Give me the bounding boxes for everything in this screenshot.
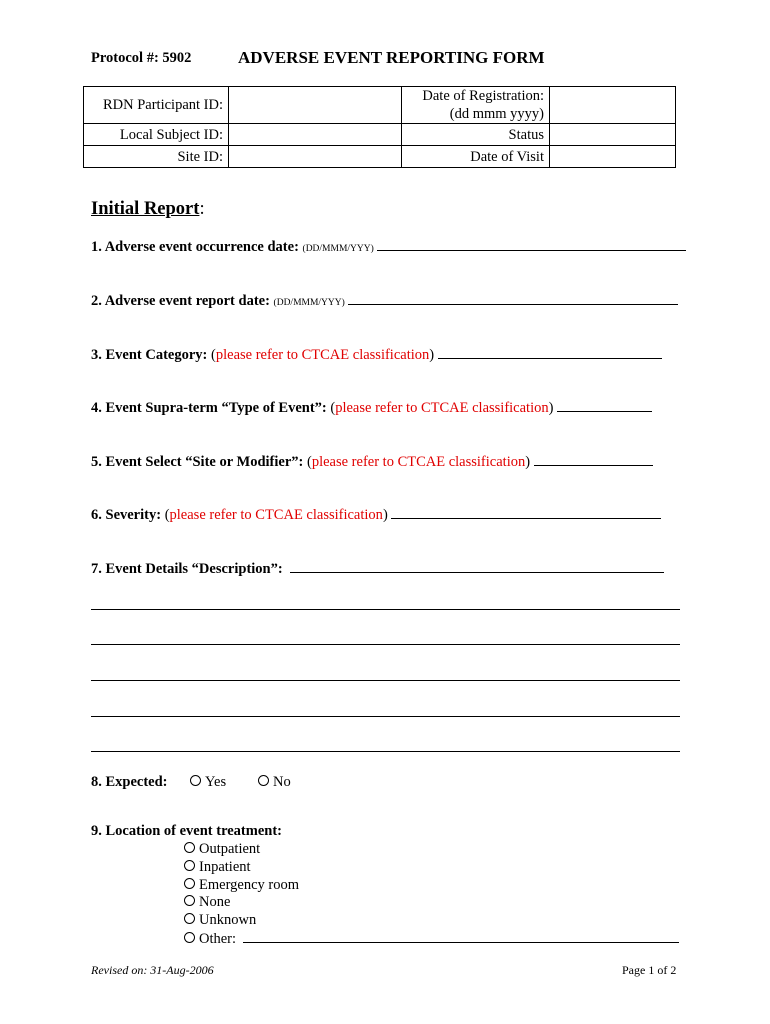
description-line[interactable] bbox=[91, 751, 680, 752]
treatment-option-outpatient[interactable] bbox=[184, 841, 260, 858]
q3-ctcae-note: please refer to CTCAE classification bbox=[215, 347, 430, 363]
rdn-participant-id-field[interactable] bbox=[229, 87, 402, 124]
q3-answer-line[interactable] bbox=[438, 346, 662, 359]
q6-ctcae-note: please refer to CTCAE classification bbox=[169, 507, 383, 523]
participant-info-table bbox=[83, 86, 676, 168]
q1-format: (DD/MMM/YYY) bbox=[302, 244, 374, 254]
form-title: ADVERSE EVENT REPORTING FORM bbox=[238, 48, 545, 67]
question-6: 6. Severity: (please refer to CTCAE classification) bbox=[91, 506, 661, 524]
question-5: 5. Event Select “Site or Modifier”: (please refer to CTCAE classification) bbox=[91, 453, 653, 471]
radio-circle-icon[interactable] bbox=[258, 775, 269, 786]
description-line[interactable] bbox=[91, 644, 680, 645]
radio-circle-icon[interactable] bbox=[184, 842, 195, 853]
radio-circle-icon[interactable] bbox=[184, 932, 195, 943]
date-of-registration-field[interactable] bbox=[550, 87, 676, 124]
radio-circle-icon[interactable] bbox=[190, 775, 201, 786]
site-id-field[interactable] bbox=[229, 146, 402, 168]
q4-ctcae-note: please refer to CTCAE classification bbox=[335, 400, 549, 416]
q6-answer-line[interactable] bbox=[391, 506, 661, 519]
section-title bbox=[91, 199, 205, 220]
q2-answer-line[interactable] bbox=[348, 292, 678, 305]
treatment-option-inpatient[interactable] bbox=[184, 859, 251, 876]
q4-label: 4. Event Supra-term “Type of Event”: bbox=[91, 400, 327, 416]
section-title-text: Initial Report bbox=[91, 199, 200, 219]
other-answer-line[interactable] bbox=[243, 930, 679, 943]
q7-answer-line[interactable] bbox=[290, 560, 664, 573]
description-line[interactable] bbox=[91, 680, 680, 681]
option-label: Outpatient bbox=[199, 841, 261, 857]
q6-label: 6. Severity: bbox=[91, 507, 162, 523]
question-9 bbox=[91, 823, 282, 840]
q1-label: 1. Adverse event occurrence date: bbox=[91, 239, 299, 255]
q1-answer-line[interactable] bbox=[377, 238, 686, 251]
date-of-registration-label bbox=[402, 87, 550, 124]
local-subject-id-field[interactable] bbox=[229, 124, 402, 146]
q2-format: (DD/MMM/YYY) bbox=[273, 298, 345, 308]
description-line[interactable] bbox=[91, 716, 680, 717]
question-8 bbox=[91, 774, 168, 791]
revised-date: Revised on: 31-Aug-2006 bbox=[91, 963, 214, 977]
option-label: Unknown bbox=[199, 912, 257, 928]
date-of-registration-format: (dd mmm yyyy) bbox=[449, 106, 544, 122]
radio-circle-icon[interactable] bbox=[184, 860, 195, 871]
q3-label: 3. Event Category: bbox=[91, 347, 208, 363]
q7-label: 7. Event Details “Description”: bbox=[91, 561, 283, 577]
date-of-visit-label: Date of Visit bbox=[402, 146, 550, 168]
q5-label: 5. Event Select “Site or Modifier”: bbox=[91, 454, 304, 470]
question-4: 4. Event Supra-term “Type of Event”: (please refer to CTCAE classification) bbox=[91, 399, 652, 417]
expected-yes-label: Yes bbox=[205, 774, 227, 790]
treatment-option-other[interactable] bbox=[184, 930, 679, 948]
q5-answer-line[interactable] bbox=[534, 453, 653, 466]
treatment-option-unknown[interactable] bbox=[184, 912, 256, 929]
radio-circle-icon[interactable] bbox=[184, 878, 195, 889]
q4-answer-line[interactable] bbox=[557, 399, 652, 412]
option-label: Inpatient bbox=[199, 859, 251, 875]
expected-no-option[interactable] bbox=[258, 774, 291, 791]
option-label: Other: bbox=[199, 931, 237, 947]
protocol-number: Protocol #: 5902 bbox=[91, 50, 192, 66]
date-of-visit-field[interactable] bbox=[550, 146, 676, 168]
expected-yes-option[interactable] bbox=[190, 774, 226, 791]
q5-ctcae-note: please refer to CTCAE classification bbox=[311, 454, 526, 470]
rdn-participant-id-label: RDN Participant ID: bbox=[84, 87, 229, 124]
q2-label: 2. Adverse event report date: bbox=[91, 293, 270, 309]
question-2 bbox=[91, 292, 678, 310]
local-subject-id-label: Local Subject ID: bbox=[84, 124, 229, 146]
question-1 bbox=[91, 238, 686, 256]
description-line[interactable] bbox=[91, 609, 680, 610]
site-id-label: Site ID: bbox=[84, 146, 229, 168]
expected-no-label: No bbox=[273, 774, 291, 790]
section-title-colon: : bbox=[199, 199, 205, 219]
q9-label: 9. Location of event treatment: bbox=[91, 823, 282, 839]
question-3: 3. Event Category: (please refer to CTCAE classification) bbox=[91, 346, 662, 364]
q8-label: 8. Expected: bbox=[91, 774, 168, 790]
status-field[interactable] bbox=[550, 124, 676, 146]
question-7 bbox=[91, 560, 664, 578]
page-number: Page 1 of 2 bbox=[622, 963, 677, 977]
date-of-registration-label-line1: Date of Registration: bbox=[422, 88, 544, 104]
radio-circle-icon[interactable] bbox=[184, 895, 195, 906]
treatment-option-none[interactable] bbox=[184, 894, 230, 911]
option-label: Emergency room bbox=[199, 877, 299, 893]
status-label: Status bbox=[402, 124, 550, 146]
treatment-option-emergency-room[interactable] bbox=[184, 877, 299, 894]
option-label: None bbox=[199, 894, 231, 910]
radio-circle-icon[interactable] bbox=[184, 913, 195, 924]
